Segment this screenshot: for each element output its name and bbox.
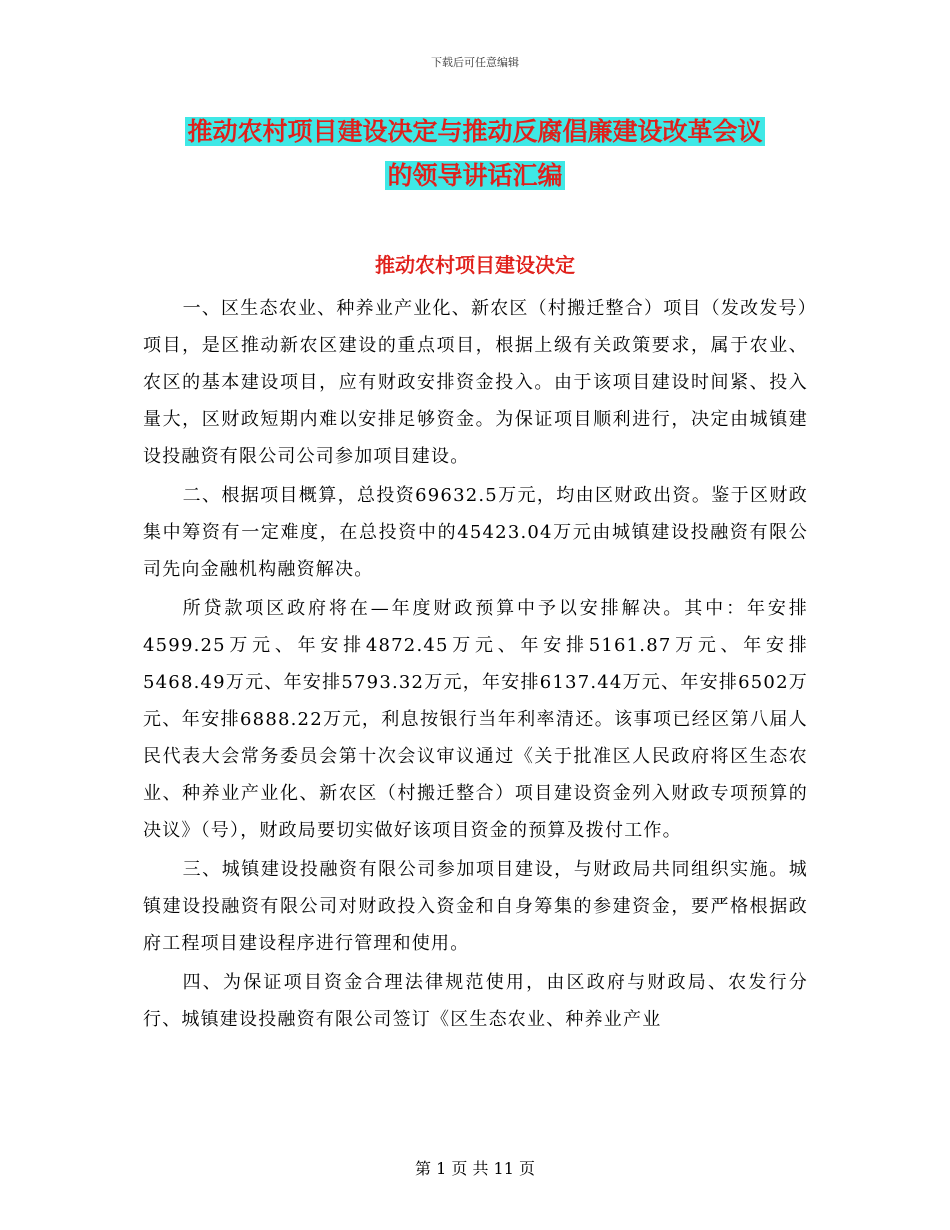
title-line-1: 推动农村项目建设决定与推动反腐倡廉建设改革会议 xyxy=(187,117,763,146)
header-note: 下载后可任意编辑 xyxy=(431,56,519,69)
section-title: 推动农村项目建设决定 xyxy=(375,253,575,277)
document-title xyxy=(140,110,810,198)
paragraph-2: 二、根据项目概算，总投资69632.5万元，均由区财政出资。鉴于区财政集中筹资有一定难度，在总投资中的45423.04万元由城镇建设投融资有限公司先向金融机构融资解决。 xyxy=(143,485,808,580)
body-text xyxy=(143,290,808,1040)
paragraph-1: 一、区生态农业、种养业产业化、新农区（村搬迁整合）项目（发改发号）项目，是区推动新农区建设的重点项目，根据上级有关政策要求，属于农业、农区的基本建设项目，应有财政安排资金投入。由于该项目建设时间紧、投入量大，区财政短期内难以安排足够资金。为保证项目顺利进行，决定由城镇建设投融资有限公司公司参加项目建设。 xyxy=(143,298,808,467)
paragraph-5: 四、为保证项目资金合理法律规范使用，由区政府与财政局、农发行分行、城镇建设投融资有限公司签订《区生态农业、种养业产业 xyxy=(143,972,808,1030)
paragraph-3: 所贷款项区政府将在—年度财政预算中予以安排解决。其中：年安排4599.25万元、年安排4872.45万元、年安排5161.87万元、年安排5468.49万元、年安排5793.32万元，年安排6137.44万元、年安排6502万元、年安排6888.22万元，利息按银行当年利率清还。该事项已经区第八届人民代表大会常务委员会第十次会议审议通过《关于批准区人民政府将区生态农业、种养业产业化、新农区（村搬迁整合）项目建设资金列入财政专项预算的决议》（号），财政局要切实做好该项目资金的预算及拨付工作。 xyxy=(143,598,808,841)
paragraph-4: 三、城镇建设投融资有限公司参加项目建设，与财政局共同组织实施。城镇建设投融资有限公司对财政投入资金和自身筹集的参建资金，要严格根据政府工程项目建设程序进行管理和使用。 xyxy=(143,859,808,954)
title-line-2: 的领导讲话汇编 xyxy=(387,161,563,190)
page-footer: 第 1 页 共 11 页 xyxy=(415,1159,535,1178)
